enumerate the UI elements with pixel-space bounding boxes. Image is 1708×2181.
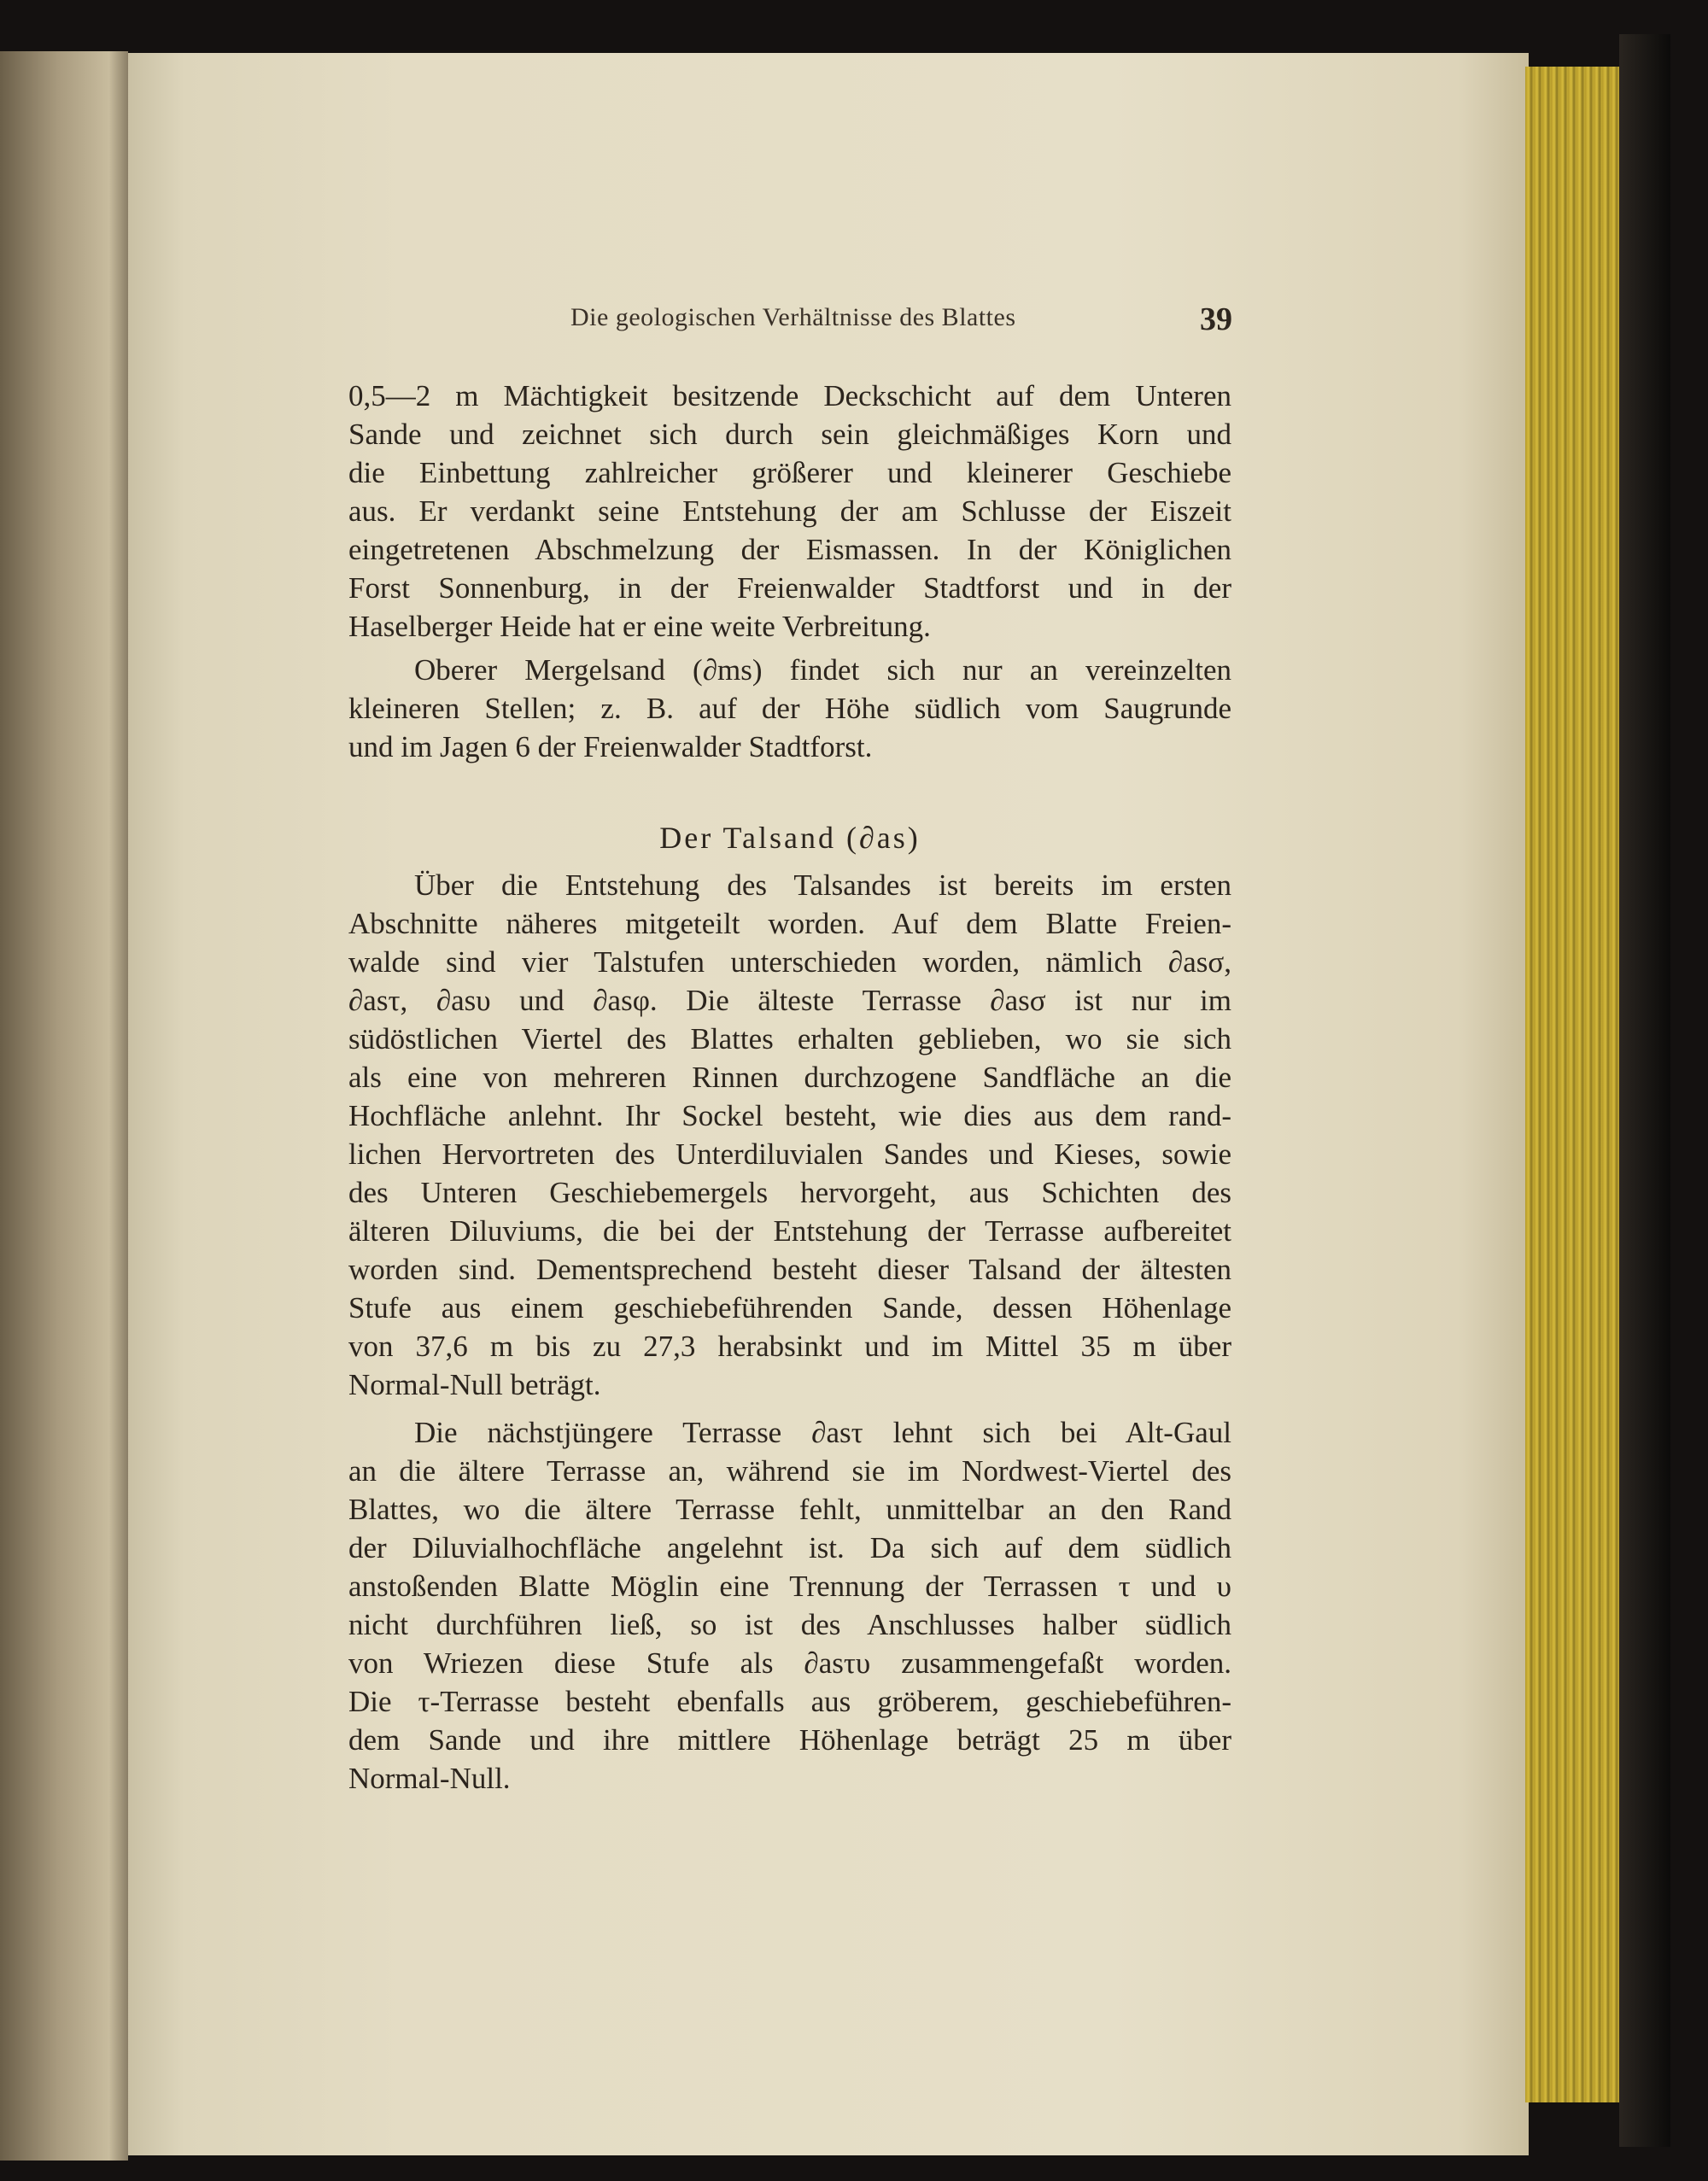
text-line: als eine von mehreren Rinnen durchzogene Sandfläche an die bbox=[348, 1061, 1231, 1094]
running-header: Die geologischen Verhältnisse des Blattes bbox=[570, 303, 1016, 331]
book-cover-edge bbox=[1619, 34, 1670, 2147]
text-line: Oberer Mergelsand (∂ms) findet sich nur an vereinzelten bbox=[414, 653, 1231, 687]
text-line: der Diluvialhochfläche angelehnt ist. Da sich auf dem südlich bbox=[348, 1531, 1231, 1564]
text-line: älteren Diluviums, die bei der Entstehung der Terrasse aufbereitet bbox=[348, 1214, 1231, 1248]
text-line: ∂asτ, ∂asυ und ∂asφ. Die älteste Terrasse ∂asσ ist nur im bbox=[348, 984, 1231, 1017]
page-number: 39 bbox=[1200, 301, 1232, 337]
text-line: von 37,6 m bis zu 27,3 herabsinkt und im Mittel 35 m über bbox=[348, 1330, 1231, 1363]
text-line: eingetretenen Abschmelzung der Eismassen. In der Königlichen bbox=[348, 533, 1231, 566]
text-line: Über die Entstehung des Talsandes ist bereits im ersten bbox=[414, 868, 1231, 902]
left-page-edge bbox=[0, 51, 128, 2161]
text-line: Normal-Null beträgt. bbox=[348, 1368, 601, 1401]
text-line: nicht durchführen ließ, so ist des Anschlusses halber südlich bbox=[348, 1608, 1231, 1641]
gilded-page-edges bbox=[1525, 67, 1619, 2102]
text-line: südöstlichen Viertel des Blattes erhalten geblieben, wo sie sich bbox=[348, 1022, 1231, 1055]
text-line: Stufe aus einem geschiebeführenden Sande, dessen Höhenlage bbox=[348, 1291, 1231, 1324]
text-line: Normal-Null. bbox=[348, 1762, 511, 1795]
text-line: Die nächstjüngere Terrasse ∂asτ lehnt sich bei Alt-Gaul bbox=[414, 1416, 1231, 1449]
text-line: von Wriezen diese Stufe als ∂asτυ zusammengefaßt worden. bbox=[348, 1646, 1231, 1680]
text-line: Abschnitte näheres mitgeteilt worden. Auf dem Blatte Freien- bbox=[348, 907, 1231, 940]
section-heading: Der Talsand (∂as) bbox=[659, 821, 921, 855]
text-line: worden sind. Dementsprechend besteht dieser Talsand der ältesten bbox=[348, 1253, 1231, 1286]
text-line: Haselberger Heide hat er eine weite Verbreitung. bbox=[348, 610, 931, 643]
text-line: aus. Er verdankt seine Entstehung der am Schlusse der Eiszeit bbox=[348, 494, 1231, 528]
text-line: 0,5—2 m Mächtigkeit besitzende Deckschicht auf dem Unteren bbox=[348, 379, 1231, 412]
text-line: Forst Sonnenburg, in der Freienwalder Stadtforst und in der bbox=[348, 571, 1231, 605]
text-line: lichen Hervortreten des Unterdiluvialen Sandes und Kieses, sowie bbox=[348, 1137, 1231, 1171]
text-line: des Unteren Geschiebemergels hervorgeht, aus Schichten des bbox=[348, 1176, 1231, 1209]
text-line: an die ältere Terrasse an, während sie im Nordwest-Viertel des bbox=[348, 1454, 1231, 1488]
text-line: Die τ-Terrasse besteht ebenfalls aus gröberem, geschiebeführen- bbox=[348, 1685, 1231, 1718]
text-line: Blattes, wo die ältere Terrasse fehlt, unmittelbar an den Rand bbox=[348, 1493, 1231, 1526]
text-line: Sande und zeichnet sich durch sein gleichmäßiges Korn und bbox=[348, 418, 1231, 451]
text-line: Hochfläche anlehnt. Ihr Sockel besteht, wie dies aus dem rand- bbox=[348, 1099, 1231, 1132]
text-line: anstoßenden Blatte Möglin eine Trennung der Terrassen τ und υ bbox=[348, 1570, 1231, 1603]
text-line: kleineren Stellen; z. B. auf der Höhe südlich vom Saugrunde bbox=[348, 692, 1231, 725]
text-line: walde sind vier Talstufen unterschieden worden, nämlich ∂asσ, bbox=[348, 945, 1231, 979]
text-line: die Einbettung zahlreicher größerer und kleinerer Geschiebe bbox=[348, 456, 1231, 489]
text-line: und im Jagen 6 der Freienwalder Stadtforst. bbox=[348, 730, 873, 763]
text-line: dem Sande und ihre mittlere Höhenlage beträgt 25 m über bbox=[348, 1723, 1231, 1757]
